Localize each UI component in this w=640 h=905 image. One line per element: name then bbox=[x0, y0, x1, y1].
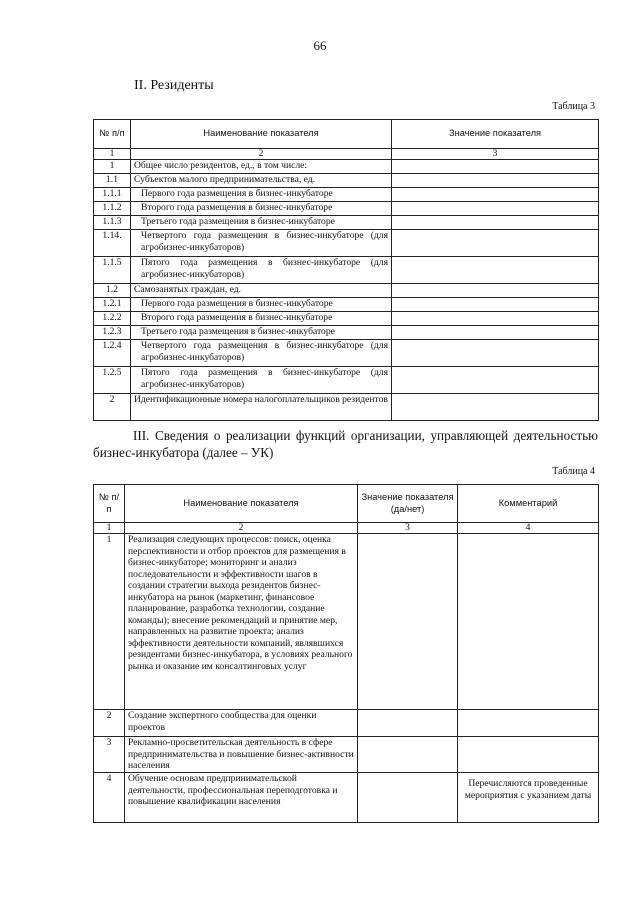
row-comment: Перечисляются проведенные мероприятия с указанием даты bbox=[458, 773, 599, 823]
row-name: Первого года размещения в бизнес-инкубаторе bbox=[131, 298, 392, 312]
row-name: Реализация следующих процессов: поиск, оценка перспективности и отбор проектов для размещения в бизнес-инкубаторе; мониторинг и анализ последовательности и эффективности шагов в создании стратегии выхода резидентов бизнес-инкубатора на рынок (маркетинг, финансовое планирование, разработка технологии, создание команды); внесение рекомендаций и принятие мер, направленных на развитие проекта; анализ эффективности деятельности компаний, являвшихся резидентами бизнес-инкубатора, в условиях реального рынка и оказание им консалтинговых услуг bbox=[125, 534, 358, 710]
row-value bbox=[358, 737, 458, 773]
row-num: 4 bbox=[94, 773, 125, 823]
row-num: 1.1 bbox=[94, 174, 131, 188]
table-row bbox=[94, 773, 599, 823]
row-value-cell bbox=[392, 174, 599, 188]
table-row bbox=[94, 710, 599, 737]
t4-header-value: Значение показателя (да/нет) bbox=[358, 485, 458, 523]
t3-index-2: 2 bbox=[131, 149, 392, 160]
row-num: 3 bbox=[94, 737, 125, 773]
t3-header-name: Наименование показателя bbox=[131, 120, 392, 149]
row-value-cell bbox=[392, 188, 599, 202]
table-row bbox=[94, 312, 599, 326]
row-name: Второго года размещения в бизнес-инкубаторе bbox=[131, 202, 392, 216]
row-num: 1 bbox=[94, 534, 125, 710]
row-name: Самозанятых граждан, ед. bbox=[131, 284, 392, 298]
table-row bbox=[94, 340, 599, 367]
t4-header-num: № п/п bbox=[94, 485, 125, 523]
row-value-cell bbox=[392, 312, 599, 326]
row-name: Пятого года размещения в бизнес-инкубаторе (для агробизнес-инкубаторов) bbox=[131, 367, 392, 394]
row-comment bbox=[458, 737, 599, 773]
t4-header-comment: Комментарий bbox=[458, 485, 599, 523]
table-row bbox=[94, 367, 599, 394]
residents-table bbox=[93, 119, 599, 421]
row-value-cell bbox=[392, 202, 599, 216]
row-value-cell bbox=[392, 160, 599, 174]
row-name: Субъектов малого предпринимательства, ед. bbox=[131, 174, 392, 188]
row-name: Общее число резидентов, ед., в том числе: bbox=[131, 160, 392, 174]
t3-header-value: Значение показателя bbox=[392, 120, 599, 149]
table-4-label: Таблица 4 bbox=[552, 466, 595, 477]
t3-index-3: 3 bbox=[392, 149, 599, 160]
table-row bbox=[94, 216, 599, 230]
section-2-title: II. Резиденты bbox=[134, 78, 214, 93]
table-row bbox=[94, 174, 599, 188]
row-num: 1.1.5 bbox=[94, 257, 131, 284]
row-num: 1.2.4 bbox=[94, 340, 131, 367]
row-value-cell bbox=[392, 340, 599, 367]
table-row bbox=[94, 394, 599, 421]
row-name: Пятого года размещения в бизнес-инкубаторе (для агробизнес-инкубаторов) bbox=[131, 257, 392, 284]
row-num: 1.1.3 bbox=[94, 216, 131, 230]
row-name: Четвертого года размещения в бизнес-инкубаторе (для агробизнес-инкубаторов) bbox=[131, 230, 392, 257]
row-comment bbox=[458, 534, 599, 710]
page-number: 66 bbox=[313, 38, 327, 53]
row-value-cell bbox=[392, 284, 599, 298]
table-row bbox=[94, 534, 599, 710]
row-num: 1.1.1 bbox=[94, 188, 131, 202]
row-name: Первого года размещения в бизнес-инкубаторе bbox=[131, 188, 392, 202]
row-value-cell bbox=[392, 367, 599, 394]
row-num: 1.14. bbox=[94, 230, 131, 257]
table-3-label: Таблица 3 bbox=[552, 101, 595, 112]
t4-index-2: 2 bbox=[125, 523, 358, 534]
table-row bbox=[94, 202, 599, 216]
table-row bbox=[94, 257, 599, 284]
table-row bbox=[94, 160, 599, 174]
row-comment bbox=[458, 710, 599, 737]
table-row bbox=[94, 284, 599, 298]
table-row bbox=[94, 326, 599, 340]
row-name: Идентификационные номера налогоплательщиков резидентов bbox=[131, 394, 392, 421]
row-value-cell bbox=[392, 257, 599, 284]
row-name: Обучение основам предпринимательской деятельности, профессиональная переподготовка и повышение квалификации населения bbox=[125, 773, 358, 823]
row-name: Четвертого года размещения в бизнес-инкубаторе (для агробизнес-инкубаторов) bbox=[131, 340, 392, 367]
t4-index-1: 1 bbox=[94, 523, 125, 534]
row-value bbox=[358, 773, 458, 823]
row-name: Второго года размещения в бизнес-инкубаторе bbox=[131, 312, 392, 326]
t3-header-num: № п/п bbox=[94, 120, 131, 149]
t3-index-1: 1 bbox=[94, 149, 131, 160]
row-num: 1.2.5 bbox=[94, 367, 131, 394]
row-value bbox=[358, 710, 458, 737]
row-name: Третьего года размещения в бизнес-инкубаторе bbox=[131, 326, 392, 340]
t4-index-3: 3 bbox=[358, 523, 458, 534]
row-value-cell bbox=[392, 298, 599, 312]
row-num: 1.2 bbox=[94, 284, 131, 298]
row-value-cell bbox=[392, 230, 599, 257]
table-row bbox=[94, 737, 599, 773]
row-num: 2 bbox=[94, 710, 125, 737]
row-name: Рекламно-просветительская деятельность в сфере предпринимательства и повышение бизнес-активности населения bbox=[125, 737, 358, 773]
t4-header-name: Наименование показателя bbox=[125, 485, 358, 523]
row-num: 1.2.2 bbox=[94, 312, 131, 326]
row-value-cell bbox=[392, 394, 599, 421]
uk-functions-table bbox=[93, 484, 599, 823]
row-value bbox=[358, 534, 458, 710]
row-num: 1 bbox=[94, 160, 131, 174]
section-3-title: III. Сведения о реализации функций организации, управляющей деятельностью бизнес-инкубатора (далее – УК) bbox=[93, 428, 598, 460]
row-num: 1.2.1 bbox=[94, 298, 131, 312]
row-name: Создание экспертного сообщества для оценки проектов bbox=[125, 710, 358, 737]
row-num: 1.2.3 bbox=[94, 326, 131, 340]
row-num: 1.1.2 bbox=[94, 202, 131, 216]
table-row bbox=[94, 298, 599, 312]
row-value-cell bbox=[392, 216, 599, 230]
row-value-cell bbox=[392, 326, 599, 340]
row-num: 2 bbox=[94, 394, 131, 421]
row-name: Третьего года размещения в бизнес-инкубаторе bbox=[131, 216, 392, 230]
table-row bbox=[94, 230, 599, 257]
t4-index-4: 4 bbox=[458, 523, 599, 534]
table-row bbox=[94, 188, 599, 202]
